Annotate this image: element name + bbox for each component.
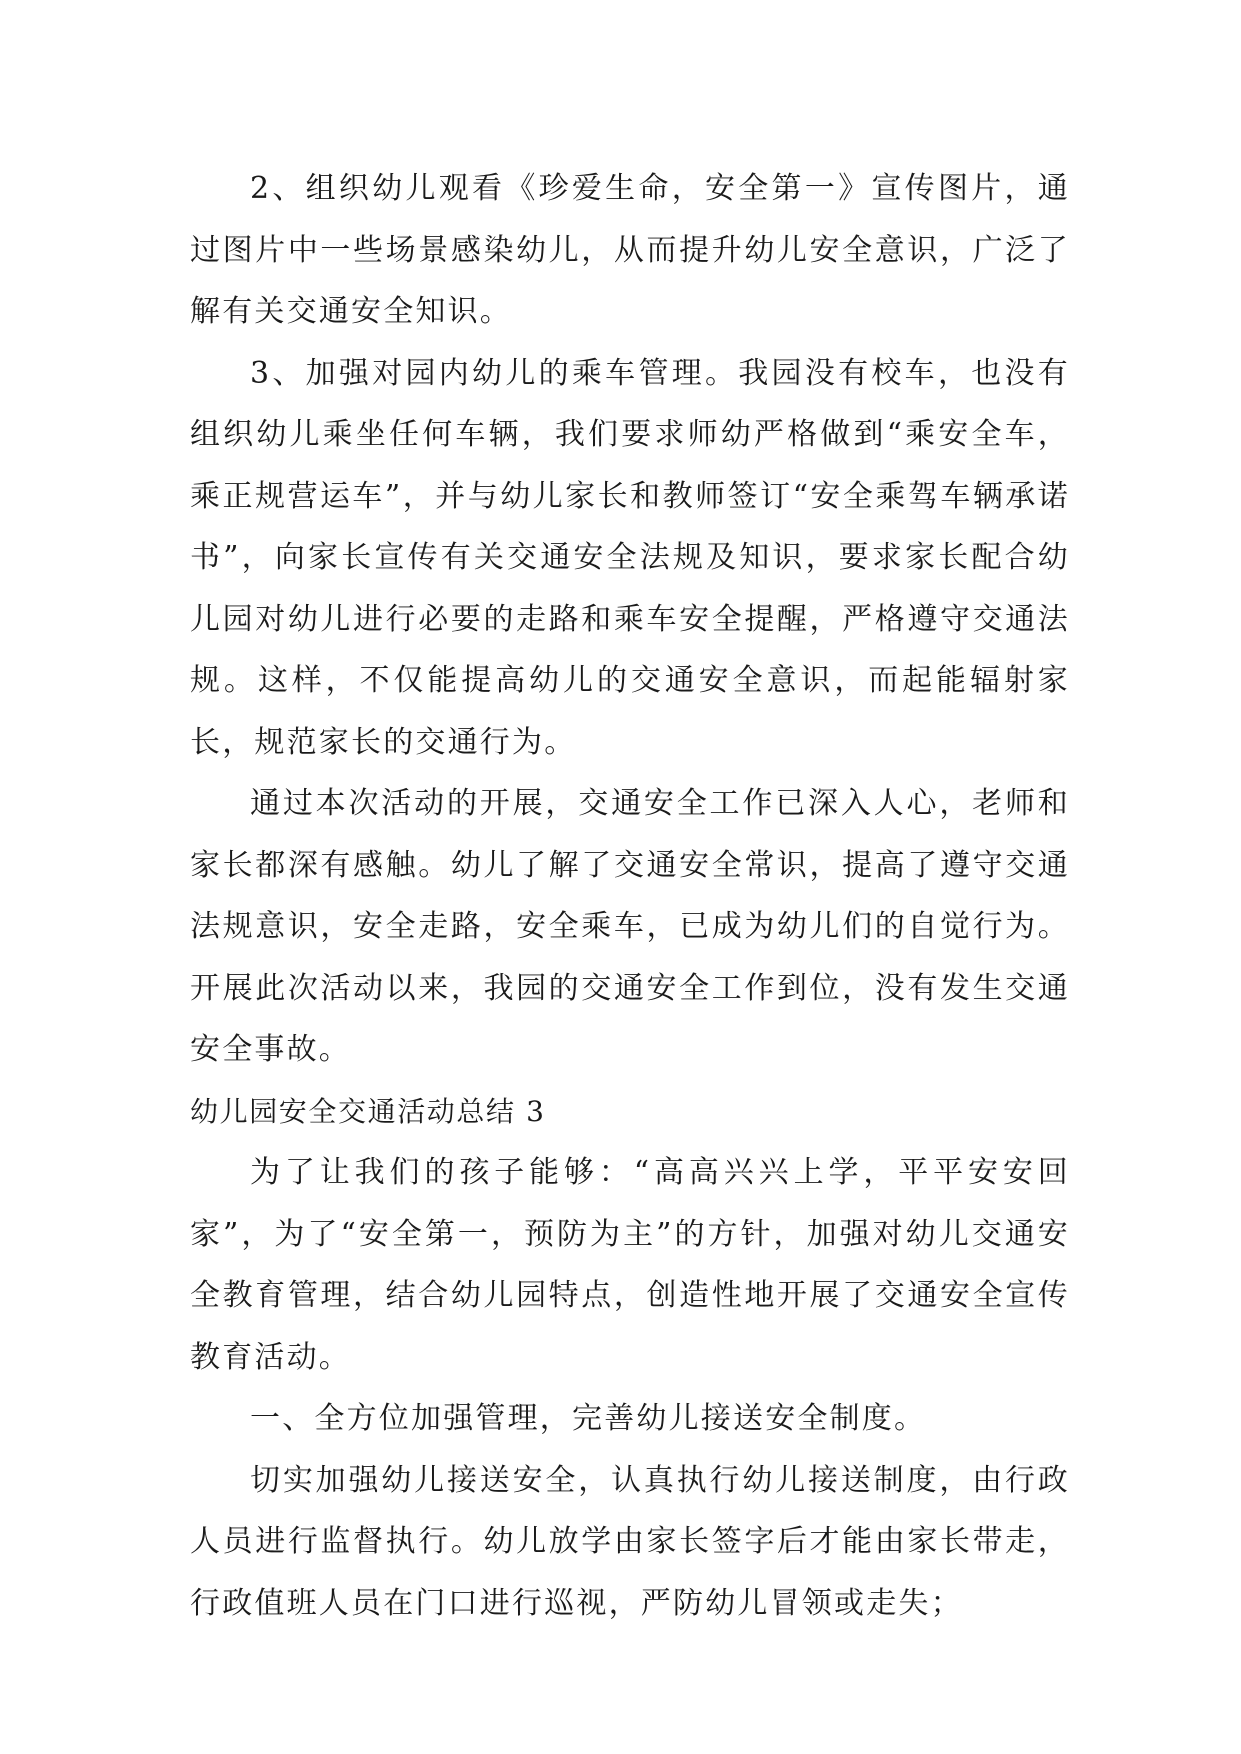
paragraph-item-3: 3、加强对园内幼儿的乘车管理。我园没有校车，也没有组织幼儿乘坐任何车辆，我们要求师幼严格做到“乘安全车，乘正规营运车”，并与幼儿家长和教师签订“安全乘驾车辆承诺书”，向家长宣传有关交通安全法规及知识，要求家长配合幼儿园对幼儿进行必要的走路和乘车安全提醒，严格遵守交通法规。这样，不仅能提高幼儿的交通安全意识，而起能辐射家长，规范家长的交通行为。 — [190, 355, 1070, 760]
paragraph-heading-one: 一、全方位加强管理，完善幼儿接送安全制度。 — [250, 1401, 927, 1436]
section-title: 幼儿园安全交通活动总结 3 — [190, 1094, 546, 1128]
paragraph-summary: 通过本次活动的开展，交通安全工作已深入人心，老师和家长都深有感触。幼儿了解了交通安全常识，提高了遵守交通法规意识，安全走路，安全乘车，已成为幼儿们的自觉行为。开展此次活动以来，我园的交通安全工作到位，没有发生交通安全事故。 — [190, 786, 1070, 1067]
paragraph-item-2: 2、组织幼儿观看《珍爱生命，安全第一》宣传图片，通过图片中一些场景感染幼儿，从而提升幼儿安全意识，广泛了解有关交通安全知识。 — [190, 171, 1070, 329]
document-body — [190, 158, 1070, 1634]
paragraph-intro: 为了让我们的孩子能够：“高高兴兴上学，平平安安回家”，为了“安全第一，预防为主”的方针，加强对幼儿交通安全教育管理，结合幼儿园特点，创造性地开展了交通安全宣传教育活动。 — [190, 1155, 1070, 1375]
paragraph-pickup-safety: 切实加强幼儿接送安全，认真执行幼儿接送制度，由行政人员进行监督执行。幼儿放学由家长签字后才能由家长带走，行政值班人员在门口进行巡视，严防幼儿冒领或走失； — [190, 1462, 1070, 1621]
